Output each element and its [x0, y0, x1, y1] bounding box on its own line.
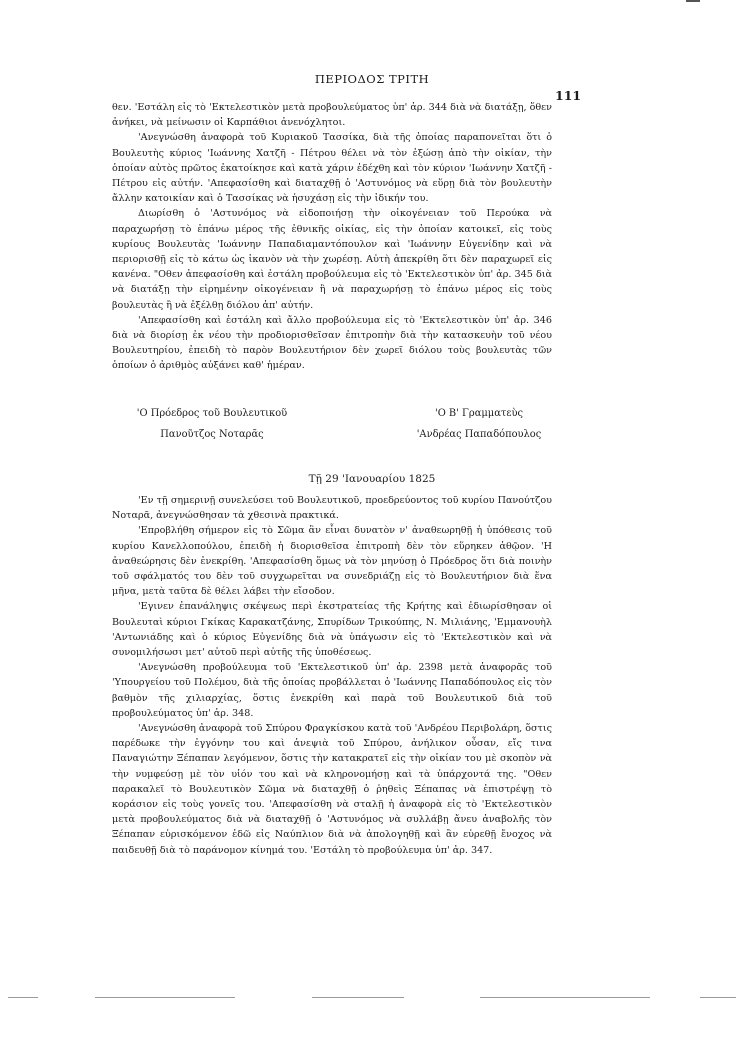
- paragraph: 'Ανεγνώσθη προβούλευμα τοῦ 'Εκτελεστικοῦ ὑπ' ἀρ. 2398 μετὰ ἀναφορᾶς τοῦ 'Υπουργείου τοῦ Πολέμου, διὰ τῆς ὁποίας προβάλλεται ὁ 'Ιωάννης Παπαδόπουλος εἰς τὸν βαθμὸν τῆς χιλιαρχίας, ὅστις ἐνεκρίθη καὶ παρὰ τοῦ Βουλευτικοῦ διὰ τοῦ προβουλεύματος ὑπ' ἀρ. 348.: [112, 662, 552, 719]
- paragraph: 'Ανεγνώσθη ἀναφορὰ τοῦ Σπύρου Φραγκίσκου κατὰ τοῦ 'Ανδρέου Περιβολάρη, ὅστις παρέδωκε τὴν ἐγγόνην του καὶ ἀνεψιὰ τοῦ Σπύρου, ἀνήλικον οὖσαν, εἴς τινα Παναγιώτην Ξέπαπαν λεγόμενον, ὅστις τὴν κατακρατεῖ εἰς τὴν οἰκίαν του μὲ σκοπὸν νὰ τὴν νυμφεύσῃ μὲ τὸν υἱόν του καὶ νὰ κληρονομήσῃ καὶ τὰ ὑπάρχοντά της. "Οθεν παρακαλεῖ τὸ Βουλευτικὸν Σῶμα νὰ διαταχθῇ ὁ ῥηθεὶς Ξέπαπας νὰ ἐπιστρέψῃ τὸ κοράσιον εἰς τοὺς γονεῖς του. 'Απεφασίσθη νὰ σταλῇ ἡ ἀναφορὰ εἰς τὸ 'Εκτελεστικὸν μετὰ προβουλεύματος διὰ νὰ διαταχθῇ ὁ 'Αστυνόμος νὰ συλλάβῃ ἄνευ ἀναβολῆς τὸν Ξέπαπαν εὑρισκόμενον ἐδῶ εἰς Ναύπλιον διὰ νὰ ἀπολογηθῇ καὶ ἂν εὑρεθῇ ἔνοχος νὰ παιδευθῇ διὰ τὸ παράνομον κίνημά του. 'Εστάλη τὸ προβούλευμα ὑπ' ἀρ. 347.: [112, 723, 552, 856]
- paragraph: 'Απεφασίσθη καὶ ἐστάλη καὶ ἄλλο προβούλευμα εἰς τὸ 'Εκτελεστικὸν ὑπ' ἀρ. 346 διὰ νὰ διορίσῃ ἐκ νέου τὴν προδιορισθεῖσαν ἐπιτροπὴν διὰ τὴν κατασκευὴν τοῦ νέου Βουλευτηρίου, ἐπειδὴ τὸ παρὸν Βουλευτήριον δὲν χωρεῖ διόλου τοὺς βουλευτὰς τῶν ὁποίων ὁ ἀριθμὸς αὐξάνει καθ' ἡμέραν.: [112, 314, 552, 372]
- paragraph: 'Εγινεν ἐπανάληψις σκέψεως περὶ ἐκστρατείας τῆς Κρήτης καὶ ἐδιωρίσθησαν οἱ Βουλευταὶ κύριοι Γκίκας Καρακατζάνης, Σπυρίδων Τρικούπης, Ν. Μιλιάνης, 'Εμμανουὴλ 'Αντωνιάδης καὶ ὁ κύριος Εὐγενίδης διὰ νὰ ὑπάγωσιν εἰς τὸ 'Εκτελεστικὸν καὶ νὰ συνομιλήσωσι μετ' αὐτοῦ περὶ αὐτῆς τῆς ὑποθέσεως.: [112, 601, 552, 659]
- footer-rule: [312, 997, 404, 998]
- footer-rule: [700, 997, 736, 998]
- footer-rule: [95, 997, 235, 998]
- session-date-heading: Τῇ 29 'Ιανουαρίου 1825: [308, 473, 436, 485]
- president-title: 'Ο Πρόεδρος τοῦ Βουλευτικοῦ: [136, 408, 288, 419]
- running-title: ΠΕΡΙΟΔΟΣ ΤΡΙΤΗ: [314, 72, 430, 86]
- paragraph: Διωρίσθη ὁ 'Αστυνόμος νὰ εἰδοποιήσῃ τὴν οἰκογένειαν τοῦ Περούκα νὰ παραχωρήσῃ τὸ ἐπάνω μέρος τῆς ἐθνικῆς οἰκίας, εἰς τὴν ὁποίαν κατοικεῖ, εἰς τοὺς κυρίους Βουλευτὰς 'Ιωάννην Παπαδιαμαντόπουλον καὶ 'Ιωάννην Εὐγενίδην καὶ νὰ περιορισθῇ εἰς τὸ κάτω ὡς ἱκανὸν νὰ τὴν χωρέσῃ. Αὐτὴ ἀπεκρίθη ὅτι δὲν παραχωρεῖ εἰς κανένα. "Οθεν ἀπεφασίσθη καὶ ἐστάλη προβούλευμα εἰς τὸ 'Εκτελεστικὸν ὑπ' ἀρ. 345 διὰ νὰ διατάξῃ τὴν εἰρημένην οἰκογένειαν ἢ νὰ παραχωρήσῃ τὸ ἐπάνω μέρος εἰς τοὺς βουλευτὰς ἢ νὰ ἐξέλθῃ διόλου ἀπ' αὐτήν.: [112, 208, 552, 311]
- president-signature: [122, 403, 302, 445]
- paragraph: 'Ανεγνώσθη ἀναφορὰ τοῦ Κυριακοῦ Τασσίκα, διὰ τῆς ὁποίας παραπονεῖται ὅτι ὁ Βουλευτὴς κύριος 'Ιωάννης Χατζῆ - Πέτρου θέλει νὰ τὸν ἐξώσῃ ἀπὸ τὴν οἰκίαν, τὴν ὁποίαν αὐτὸς πρῶτος ἐκατοίκησε καὶ κατὰ χάριν ἐδέχθη καὶ τὸν κύριον 'Ιωάννην Χατζῆ - Πέτρου εἰς αὐτήν. 'Απεφασίσθη καὶ διαταχθῇ ὁ 'Αστυνόμος νὰ εὕρῃ διὰ τὸν βουλευτὴν ἄλλην κατοικίαν καὶ ὁ Τασσίκας νὰ ἡσυχάσῃ εἰς τὴν ἰδικήν του.: [112, 132, 552, 205]
- president-name: Πανοῦτζος Νοταρᾶς: [160, 429, 264, 440]
- secretary-name: 'Ανδρέας Παπαδόπουλος: [416, 429, 542, 440]
- secretary-signature: [394, 403, 564, 445]
- scan-edge-mark: [686, 0, 700, 2]
- page-number: 111: [555, 88, 582, 103]
- footer-rule: [480, 997, 650, 998]
- paragraph: 'Επροβλήθη σήμερον εἰς τὸ Σῶμα ἂν εἶναι δυνατὸν ν' ἀναθεωρηθῇ ἡ ὑπόθεσις τοῦ κυρίου Κανελλοπούλου, ἐπειδὴ ἡ διορισθεῖσα ἐπιτροπὴ δὲν τὸν εὕρηκεν ἀθῷον. 'Η ἀναθεώρησις δὲν ἐνεκρίθη. 'Απεφασίσθη ὅμως νὰ τὸν μηνύσῃ ὁ Πρόεδρος ὅτι διὰ ποινὴν τοῦ σφάλματός του δὲν τοῦ συγχωρεῖται να συνεδριάζῃ εἰς τὸ Βουλευτήριον διὰ ἕνα μῆνα, μετὰ ταῦτα δὲ θέλει λάβει τὴν εἴσοδον.: [112, 525, 552, 598]
- section-2-text: [112, 493, 552, 858]
- paragraph: θεν. 'Εστάλη εἰς τὸ 'Εκτελεστικὸν μετὰ προβουλεύματος ὑπ' ἀρ. 344 διὰ νὰ διατάξῃ, ὅθεν ἀνήκει, νὰ μείνωσιν οἱ Καρπάθιοι ἀνενόχλητοι.: [112, 102, 552, 129]
- paragraph: 'Εν τῇ σημερινῇ συνελεύσει τοῦ Βουλευτικοῦ, προεδρεύοντος τοῦ κυρίου Πανούτζου Νοταρᾶ, ἀνεγνώσθησαν τὰ χθεσινὰ πρακτικά.: [112, 495, 552, 522]
- section-1-text: [112, 100, 552, 374]
- footer-rule: [8, 997, 38, 998]
- secretary-title: 'Ο Β' Γραμματεὺς: [434, 408, 523, 419]
